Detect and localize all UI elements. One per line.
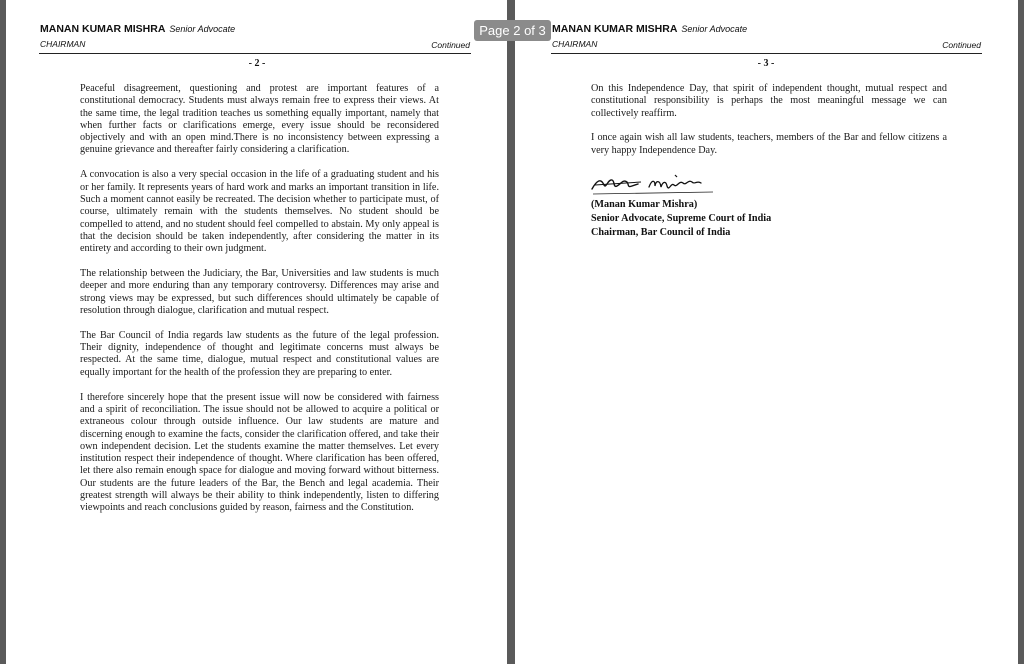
paragraph: A convocation is also a very special occasion in the life of a graduating student and his or her family. It represents years of hard work and marks an important transition in life. Such a moment cannot easily be recreated. The decision whether to participate must, of course, ultimately remain with the students themselves. No student should be compelled to attend, and no student should feel compelled to abstain. My only appeal is that the decision should be taken independently, after considering the matter in its entirety and according to their own judgment.: [80, 169, 439, 255]
paragraph: I therefore sincerely hope that the present issue will now be considered with fairness and a spirit of reconciliation. The issue should not be allowed to acquire a political or extraneous colour through outside influence. Our law students are mature and discerning enough to examine the facts, consider the clarification offered, and take their own independent decision. Let the students examine the matter themselves. Let every institution respect their independence of thought. Where clarification has been offered, let there also remain enough space for dialogue and moving forward without bitterness. Our students are the future leaders of the Bar, the Bench and legal academia. Their greatest strength will always be their ability to think independently, listen to differing viewpoints and reach conclusions guided by reason, fairness and the Constitution.: [80, 391, 439, 514]
page-indicator-badge: Page 2 of 3: [474, 20, 551, 41]
paragraph: On this Independence Day, that spirit of independent thought, mutual respect and constitutional responsibility is perhaps the most meaningful message we can collectively reaffirm.: [591, 83, 947, 119]
handwritten-signature: [589, 170, 715, 196]
signatory-designation: Senior Advocate, Supreme Court of India: [591, 213, 772, 225]
header-name: MANAN KUMAR MISHRA Senior Advocate: [552, 23, 748, 35]
paragraph: Peaceful disagreement, questioning and protest are important features of a constitutional democracy. Students must always remain free to express their views. At the same time, the legal tradition teaches us something equally important, namely that when further facts or clarifications emerge, every issue should be reconsidered objectively and with an open mind.There is no inconsistency between expressing a genuine grievance and thereafter fairly considering a clarification.: [80, 83, 439, 156]
signatory-office: Chairman, Bar Council of India: [591, 227, 731, 239]
signatory-name: (Manan Kumar Mishra): [591, 199, 698, 210]
header-rule: [551, 53, 982, 54]
signature-block: [591, 198, 771, 241]
page-number: - 3 -: [757, 58, 775, 69]
paragraph: The relationship between the Judiciary, the Bar, Universities and law students is much deeper and more enduring than any temporary controversy. Differences may arise and strong views may be expressed, but such differences should ultimately be capable of resolution through dialogue, clarification and mutual respect.: [80, 268, 439, 316]
header-role: Senior Advocate: [169, 24, 236, 34]
paragraph: The Bar Council of India regards law students as the future of the legal profession. Their dignity, independence of thought and legitimate concerns must always be respected. At the same time, dialogue, mutual respect and constitutional values are equally important for the health of the profession they are preparing to enter.: [80, 329, 439, 378]
paragraph: I once again wish all law students, teachers, members of the Bar and fellow citizens a very happy Independence Day.: [591, 132, 947, 156]
header-continued: Continued: [431, 40, 470, 50]
header-title: CHAIRMAN: [40, 39, 86, 49]
document-page-3: [515, 0, 1018, 664]
header-continued: Continued: [942, 40, 981, 50]
header-title: CHAIRMAN: [552, 39, 598, 49]
header-name: MANAN KUMAR MISHRA Senior Advocate: [40, 23, 236, 35]
page-number: - 2 -: [248, 58, 266, 69]
document-page-2: [6, 0, 507, 664]
header-rule: [39, 53, 471, 54]
page-body: [80, 83, 439, 527]
page-body: [591, 83, 947, 170]
header-role: Senior Advocate: [681, 24, 748, 34]
